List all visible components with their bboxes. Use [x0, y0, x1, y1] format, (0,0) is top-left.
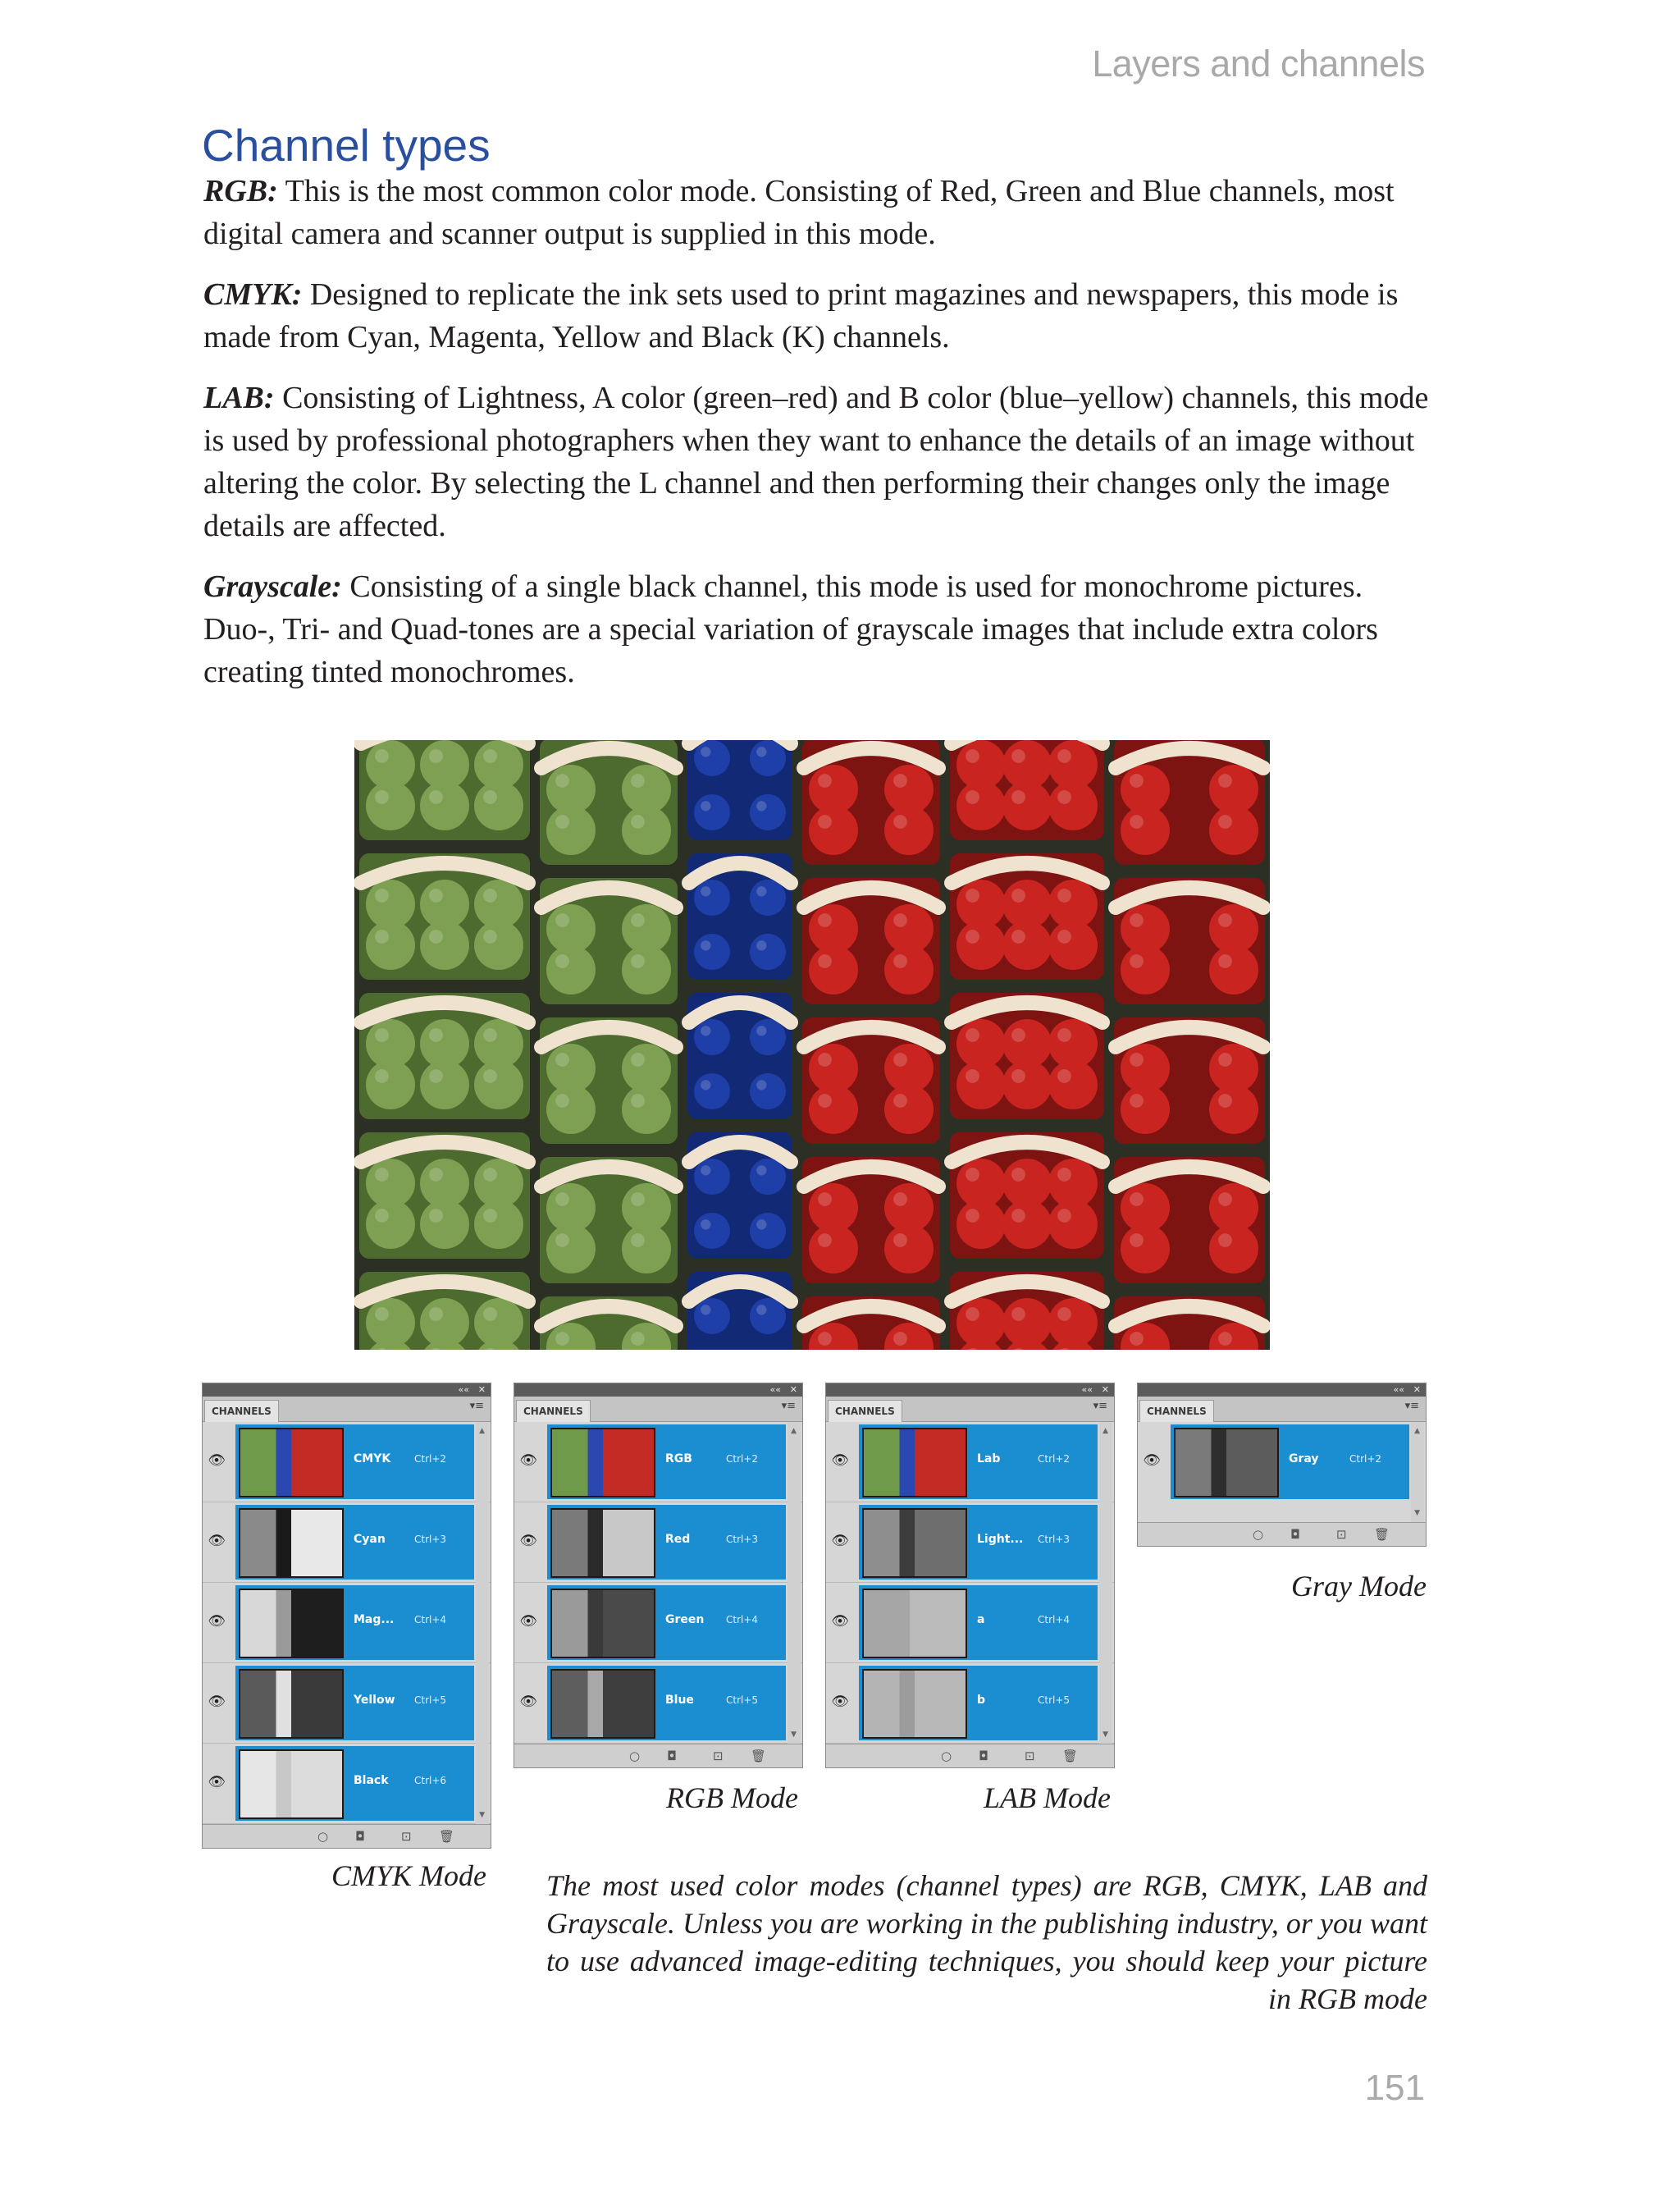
load-selection-icon[interactable]: ○ [629, 1749, 641, 1763]
channel-shortcut: Ctrl+4 [414, 1614, 447, 1625]
channel-shortcut: Ctrl+3 [1038, 1534, 1071, 1545]
channel-shortcut: Ctrl+4 [1038, 1614, 1071, 1625]
channel-row-cyan[interactable] [203, 1502, 491, 1583]
channel-thumbnail [239, 1428, 344, 1497]
panel-tabbar [203, 1397, 491, 1422]
tab-channels[interactable]: CHANNELS [204, 1400, 279, 1422]
channel-shortcut: Ctrl+3 [726, 1534, 759, 1545]
tab-channels[interactable]: CHANNELS [516, 1400, 591, 1422]
channel-shortcut: Ctrl+2 [1349, 1453, 1382, 1465]
load-selection-icon[interactable]: ○ [317, 1829, 329, 1844]
channel-thumbnail [550, 1669, 655, 1739]
channel-row-green[interactable] [514, 1583, 802, 1663]
channel-thumbnail [862, 1428, 967, 1497]
channel-name: Black [354, 1774, 389, 1787]
collapse-icon[interactable]: «« [1393, 1384, 1404, 1395]
scroll-up-icon[interactable]: ▲ [1414, 1427, 1420, 1435]
channel-name: Light... [977, 1533, 1024, 1546]
channel-shortcut: Ctrl+5 [726, 1694, 759, 1706]
new-channel-icon[interactable]: ⊡ [713, 1749, 724, 1763]
scroll-down-icon[interactable]: ▼ [791, 1731, 797, 1739]
channel-row-rgb[interactable] [514, 1422, 802, 1502]
eye-icon[interactable]: 👁 [831, 1694, 849, 1710]
page-number: 151 [1364, 2068, 1425, 2108]
collapse-icon[interactable]: «« [458, 1384, 469, 1395]
panel-titlebar [514, 1383, 802, 1397]
tab-channels[interactable]: CHANNELS [1139, 1400, 1214, 1422]
panel-footer [826, 1744, 1114, 1767]
channel-name: Gray [1289, 1452, 1319, 1465]
eye-icon[interactable]: 👁 [519, 1694, 537, 1710]
channels-panel-rgb [514, 1383, 803, 1768]
channel-thumbnail [239, 1669, 344, 1739]
panel-tabbar [514, 1397, 802, 1422]
channel-name: Cyan [354, 1533, 386, 1546]
channel-row-magenta[interactable] [203, 1583, 491, 1663]
close-icon[interactable]: ✕ [1413, 1384, 1421, 1395]
paragraph-cmyk-text: Designed to replicate the ink sets used to print magazines and newspapers, this mode is made from Cyan, Magenta, Yellow and Black (K) channels. [203, 277, 1399, 354]
channel-row-lab[interactable] [826, 1422, 1114, 1502]
eye-icon[interactable]: 👁 [1143, 1452, 1161, 1469]
term-rgb: RGB: [203, 174, 278, 208]
channel-name: a [977, 1613, 985, 1626]
eye-icon[interactable]: 👁 [519, 1613, 537, 1630]
channel-list [514, 1422, 802, 1744]
eye-icon[interactable]: 👁 [208, 1774, 226, 1790]
channel-shortcut: Ctrl+5 [1038, 1694, 1071, 1706]
channel-thumbnail [239, 1749, 344, 1819]
term-cmyk: CMYK: [203, 277, 303, 312]
channel-row-lightness[interactable] [826, 1502, 1114, 1583]
channel-row-yellow[interactable] [203, 1663, 491, 1744]
panel-titlebar [1138, 1383, 1426, 1397]
eye-icon[interactable]: 👁 [831, 1533, 849, 1549]
panel-menu-icon[interactable]: ▾≡ [1093, 1400, 1107, 1412]
save-selection-icon[interactable]: ◘ [355, 1829, 365, 1844]
channel-thumbnail [862, 1669, 967, 1739]
panel-footer [514, 1744, 802, 1767]
channel-row-blue[interactable] [514, 1663, 802, 1744]
tab-channels[interactable]: CHANNELS [828, 1400, 902, 1422]
panel-titlebar [203, 1383, 491, 1397]
caption-lab-mode: LAB Mode [984, 1781, 1111, 1814]
channel-thumbnail [862, 1589, 967, 1658]
channel-thumbnail [550, 1589, 655, 1658]
channel-row-b[interactable] [826, 1663, 1114, 1744]
channel-thumbnail [239, 1589, 344, 1658]
scroll-down-icon[interactable]: ▼ [1102, 1731, 1108, 1739]
new-channel-icon[interactable]: ⊡ [1025, 1749, 1035, 1763]
paragraph-rgb-text: This is the most common color mode. Consisting of Red, Green and Blue channels, most digital camera and scanner output is supplied in this mode. [203, 174, 1395, 251]
delete-channel-icon[interactable]: 🗑 [439, 1829, 455, 1844]
collapse-icon[interactable]: «« [1081, 1384, 1093, 1395]
eye-icon[interactable]: 👁 [208, 1533, 226, 1549]
figure-caption: The most used color modes (channel types) are RGB, CMYK, LAB and Grayscale. Unless you are working in the publishing industry, or you want to use advanced image-editing techniques, you should keep your picture in RGB mode [546, 1869, 1427, 2015]
eye-icon[interactable]: 👁 [208, 1613, 226, 1630]
eye-icon[interactable]: 👁 [831, 1613, 849, 1630]
channel-thumbnail [550, 1428, 655, 1497]
panel-menu-icon[interactable]: ▾≡ [1404, 1400, 1419, 1412]
channel-name: Red [665, 1533, 691, 1546]
channel-shortcut: Ctrl+6 [414, 1775, 447, 1786]
channel-thumbnail [239, 1508, 344, 1578]
channel-row-cmyk[interactable] [203, 1422, 491, 1502]
channel-shortcut: Ctrl+2 [726, 1453, 759, 1465]
paragraph-lab-text: Consisting of Lightness, A color (green–red) and B color (blue–yellow) channels, this mode is used by professional photographers when they want to enhance the details of an image without altering the color. By selecting the L channel and then performing their changes only the image details are affected. [203, 381, 1429, 543]
paragraph-grayscale-text: Consisting of a single black channel, this mode is used for monochrome pictures. Duo-, Tri- and Quad-tones are a special variation of grayscale images that include extra colors creating tinted monochromes. [203, 569, 1378, 689]
panel-menu-icon[interactable]: ▾≡ [469, 1400, 484, 1412]
channel-shortcut: Ctrl+2 [414, 1453, 447, 1465]
channel-name: Green [665, 1613, 705, 1626]
scroll-up-icon[interactable]: ▲ [479, 1427, 485, 1435]
scroll-up-icon[interactable]: ▲ [1102, 1427, 1108, 1435]
channel-name: b [977, 1694, 986, 1707]
channel-thumbnail [862, 1508, 967, 1578]
channel-shortcut: Ctrl+5 [414, 1694, 447, 1706]
paragraph-cmyk [203, 273, 1434, 359]
scrollbar[interactable] [476, 1422, 489, 1824]
channel-list [1138, 1422, 1426, 1522]
delete-channel-icon[interactable]: 🗑 [751, 1749, 767, 1763]
channel-thumbnail [1174, 1428, 1279, 1497]
save-selection-icon[interactable]: ◘ [1290, 1527, 1300, 1542]
body-text [203, 170, 1434, 711]
caption-gray-mode: Gray Mode [1291, 1570, 1427, 1602]
delete-channel-icon[interactable]: 🗑 [1062, 1749, 1079, 1763]
channel-name: Yellow [354, 1694, 395, 1707]
load-selection-icon[interactable]: ○ [941, 1749, 952, 1763]
caption-cmyk-mode: CMYK Mode [331, 1859, 486, 1892]
channel-row-red[interactable] [514, 1502, 802, 1583]
paragraph-lab [203, 377, 1434, 547]
panel-menu-icon[interactable]: ▾≡ [781, 1400, 796, 1412]
channel-shortcut: Ctrl+2 [1038, 1453, 1071, 1465]
eye-icon[interactable]: 👁 [208, 1452, 226, 1469]
channel-shortcut: Ctrl+3 [414, 1534, 447, 1545]
load-selection-icon[interactable]: ○ [1253, 1527, 1264, 1542]
fruit-baskets-photo [354, 740, 1270, 1350]
channel-thumbnail [550, 1508, 655, 1578]
channel-list [826, 1422, 1114, 1744]
panel-tabbar [826, 1397, 1114, 1422]
paragraph-rgb [203, 170, 1434, 255]
scrollbar[interactable] [788, 1422, 801, 1744]
close-icon[interactable]: ✕ [789, 1384, 797, 1395]
new-channel-icon[interactable]: ⊡ [401, 1829, 412, 1844]
delete-channel-icon[interactable]: 🗑 [1374, 1527, 1390, 1542]
term-lab: LAB: [203, 381, 275, 415]
channel-name: Mag... [354, 1613, 395, 1626]
channels-panel-gray [1137, 1383, 1427, 1547]
channel-list [203, 1422, 491, 1824]
channels-panel-cmyk [202, 1383, 491, 1849]
collapse-icon[interactable]: «« [769, 1384, 781, 1395]
scroll-down-icon[interactable]: ▼ [479, 1811, 485, 1819]
panel-footer [1138, 1522, 1426, 1546]
scrollbar[interactable] [1411, 1422, 1424, 1522]
save-selection-icon[interactable]: ◘ [979, 1749, 988, 1763]
channel-name: Lab [977, 1452, 1001, 1465]
channel-row-a[interactable] [826, 1583, 1114, 1663]
eye-icon[interactable]: 👁 [519, 1533, 537, 1549]
channel-row-gray[interactable] [1138, 1422, 1426, 1502]
save-selection-icon[interactable]: ◘ [667, 1749, 677, 1763]
eye-icon[interactable]: 👁 [519, 1452, 537, 1469]
channel-row-black[interactable] [203, 1744, 491, 1824]
channel-shortcut: Ctrl+4 [726, 1614, 759, 1625]
scroll-up-icon[interactable]: ▲ [791, 1427, 797, 1435]
close-icon[interactable]: ✕ [1101, 1384, 1109, 1395]
caption-rgb-mode: RGB Mode [666, 1781, 798, 1814]
channels-panel-lab [825, 1383, 1115, 1768]
panel-tabbar [1138, 1397, 1426, 1422]
paragraph-grayscale [203, 565, 1434, 693]
term-grayscale: Grayscale: [203, 569, 342, 604]
running-head: Layers and channels [1092, 43, 1425, 85]
scrollbar[interactable] [1099, 1422, 1112, 1744]
section-title: Channel types [202, 120, 491, 171]
channel-name: CMYK [354, 1452, 391, 1465]
panel-footer [203, 1824, 491, 1848]
eye-icon[interactable]: 👁 [831, 1452, 849, 1469]
channel-name: RGB [665, 1452, 692, 1465]
panel-titlebar [826, 1383, 1114, 1397]
scroll-down-icon[interactable]: ▼ [1414, 1509, 1420, 1517]
channel-name: Blue [665, 1694, 694, 1707]
new-channel-icon[interactable]: ⊡ [1336, 1527, 1347, 1542]
eye-icon[interactable]: 👁 [208, 1694, 226, 1710]
close-icon[interactable]: ✕ [477, 1384, 486, 1395]
